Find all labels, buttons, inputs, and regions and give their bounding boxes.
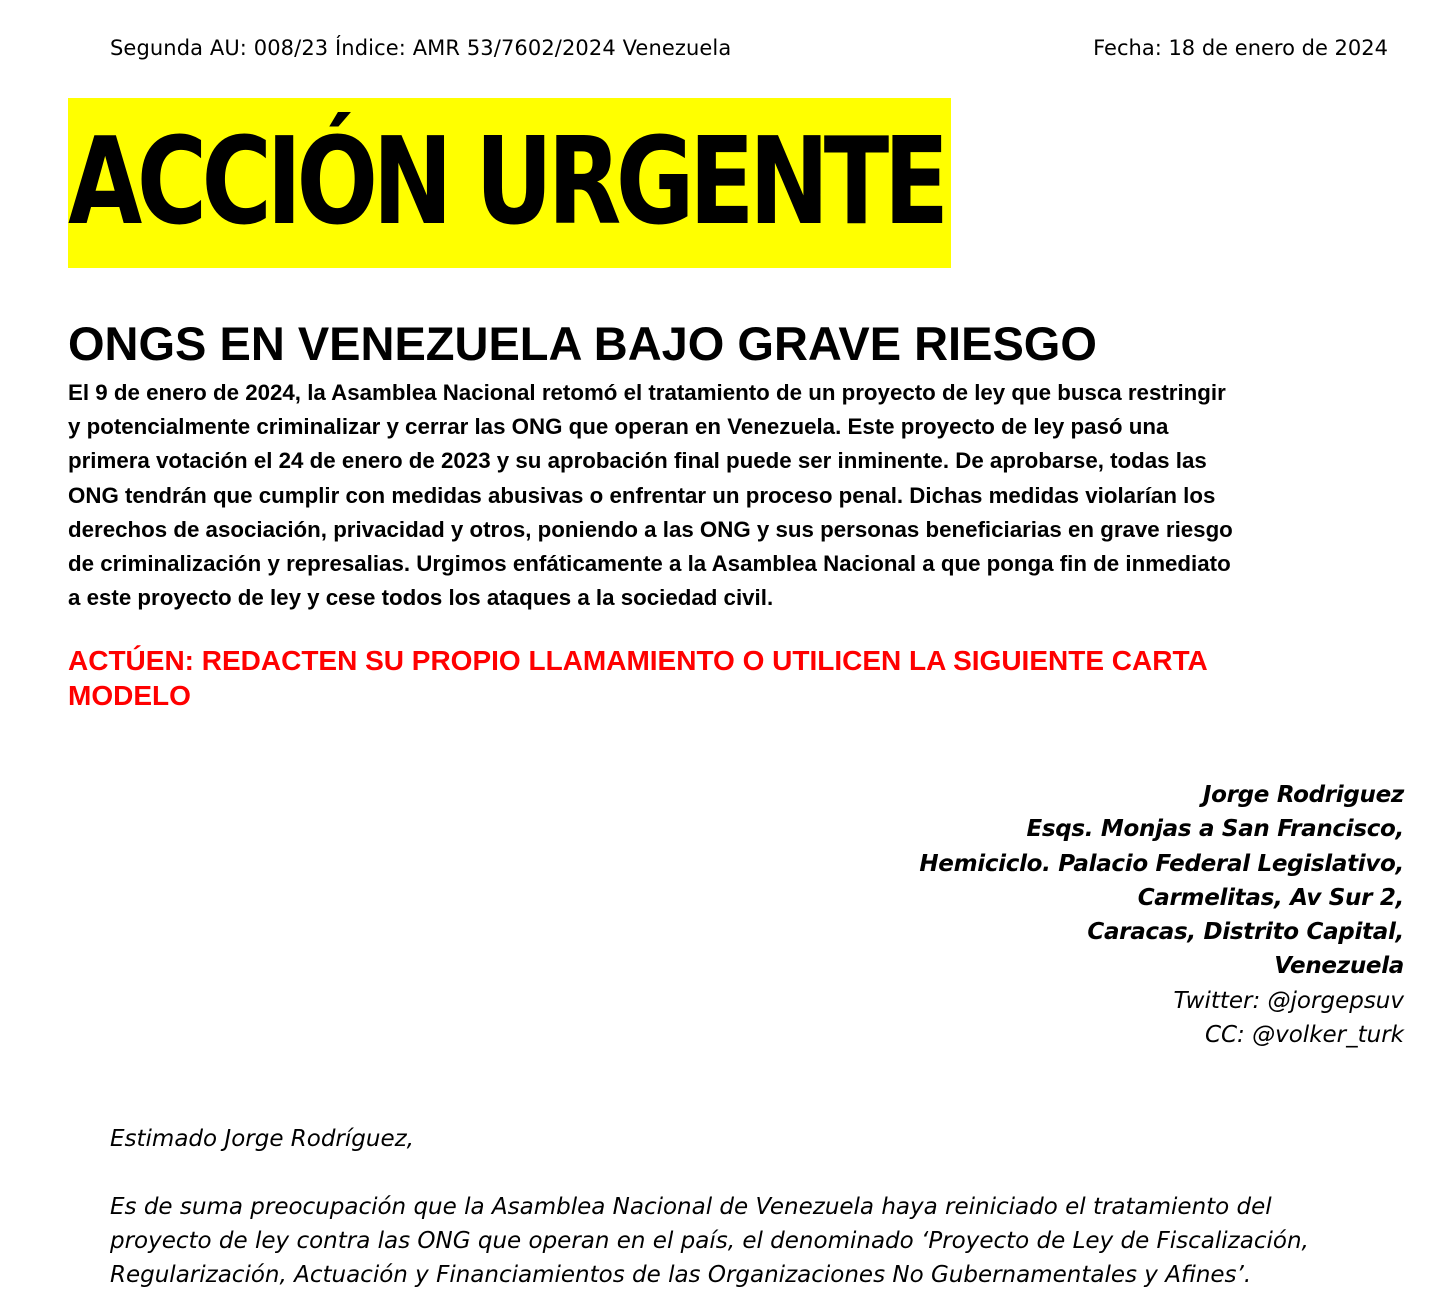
summary-paragraph xyxy=(68,376,1408,615)
address-line: Caracas, Distrito Capital, xyxy=(1087,919,1404,946)
urgent-action-title: ACCIÓN URGENTE xyxy=(68,113,944,252)
letter-paragraph xyxy=(110,1190,1410,1292)
letter-line: Regularización, Actuación y Financiamientos de las Organizaciones No Gubernamentales y Afines’. xyxy=(110,1262,1252,1288)
summary-line: ONG tendrán que cumplir con medidas abusivas o enfrentar un proceso penal. Dichas medidas violarían los xyxy=(68,482,1216,508)
address-line: Hemiciclo. Palacio Federal Legislativo, xyxy=(919,850,1404,877)
call-to-action-heading xyxy=(68,643,1408,713)
letter-line: Es de suma preocupación que la Asamblea Nacional de Venezuela haya reiniciado el tratamiento del xyxy=(110,1194,1272,1220)
address-line: Esqs. Monjas a San Francisco, xyxy=(1026,816,1404,843)
summary-line: derechos de asociación, privacidad y otros, poniendo a las ONG y sus personas beneficiarias en grave riesgo xyxy=(68,516,1233,542)
summary-line: primera votación el 24 de enero de 2023 y su aprobación final puede ser inminente. De aprobarse, todas las xyxy=(68,448,1207,474)
recipient-address-block xyxy=(919,778,1404,1052)
summary-line: y potencialmente criminalizar y cerrar las ONG que operan en Venezuela. Este proyecto de ley pasó una xyxy=(68,414,1169,440)
address-country: Venezuela xyxy=(1274,953,1404,980)
model-letter xyxy=(110,1122,1410,1292)
document-reference: Segunda AU: 008/23 Índice: AMR 53/7602/2024 Venezuela xyxy=(110,36,732,60)
address-line: Carmelitas, Av Sur 2, xyxy=(1137,884,1404,911)
call-to-action-line: ACTÚEN: REDACTEN SU PROPIO LLAMAMIENTO O UTILICEN LA SIGUIENTE CARTA xyxy=(68,645,1208,676)
page-title: ONGS EN VENEZUELA BAJO GRAVE RIESGO xyxy=(68,317,1097,370)
summary-line: a este proyecto de ley y cese todos los ataques a la sociedad civil. xyxy=(68,585,774,611)
letter-greeting: Estimado Jorge Rodríguez, xyxy=(110,1126,414,1152)
call-to-action-line: MODELO xyxy=(68,680,191,711)
recipient-cc: CC: @volker_turk xyxy=(1204,1022,1404,1049)
recipient-twitter: Twitter: @jorgepsuv xyxy=(1173,987,1404,1014)
letter-line: proyecto de ley contra las ONG que operan en el país, el denominado ‘Proyecto de Ley de Fiscalización, xyxy=(110,1228,1309,1254)
recipient-name: Jorge Rodriguez xyxy=(1202,782,1404,808)
document-date: Fecha: 18 de enero de 2024 xyxy=(1093,36,1388,60)
summary-line: El 9 de enero de 2024, la Asamblea Nacional retomó el tratamiento de un proyecto de ley que busca restringir xyxy=(68,380,1226,405)
summary-line: de criminalización y represalias. Urgimos enfáticamente a la Asamblea Nacional a que ponga fin de inmediato xyxy=(68,551,1231,577)
